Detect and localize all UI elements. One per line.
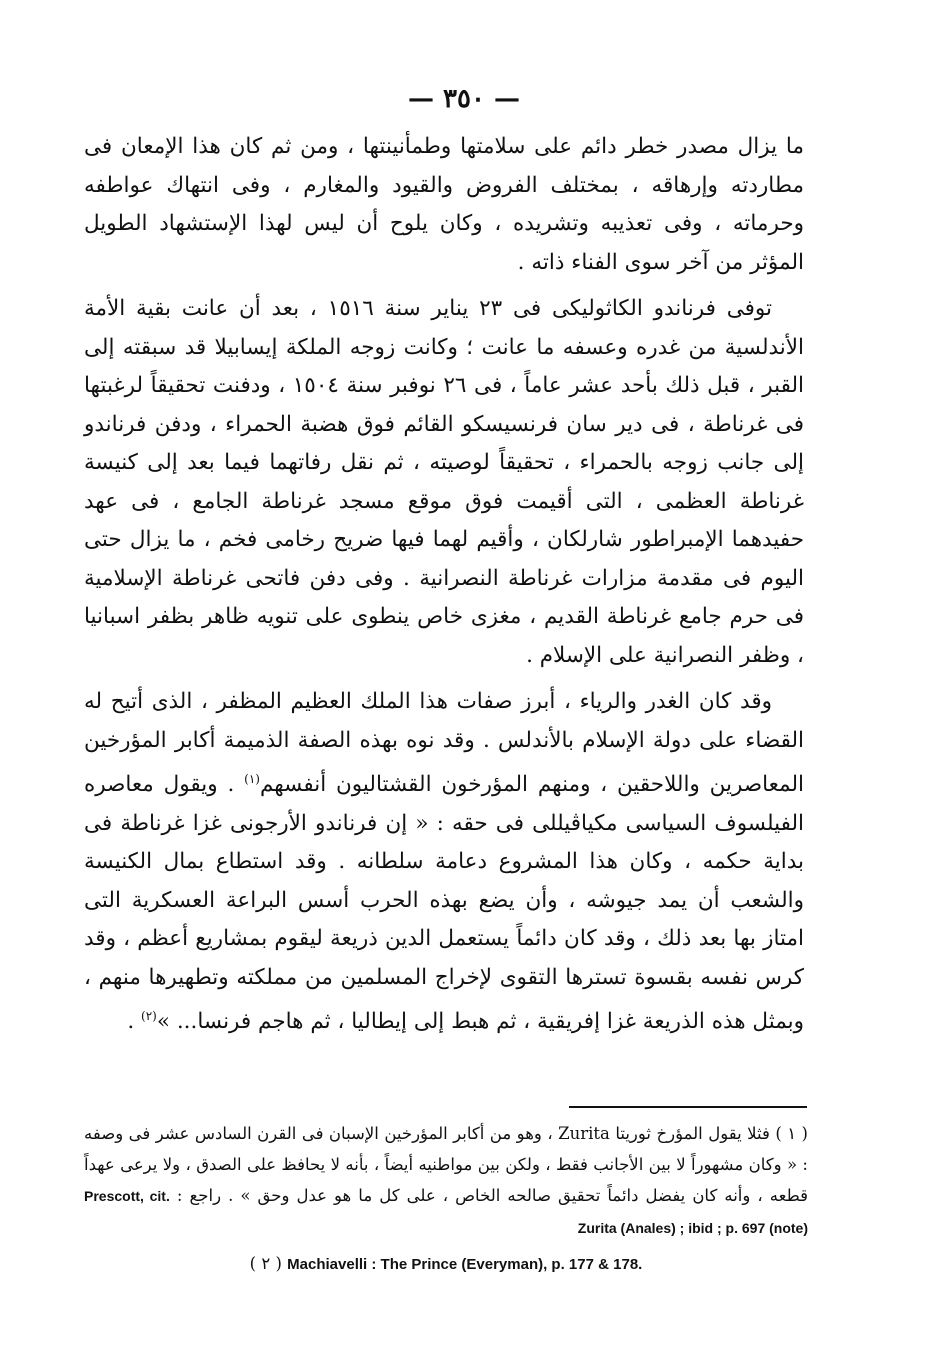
footnote-1-text: ( ١ ) فثلا يقول المؤرخ ثوريتا Zurita ، وهو من أكابر المؤرخين الإسبان فى القرن السادس عشر فى وصفه : « وكان مشهوراً لا بين الأجانب فقط ، ولكن بين مواطنيه أيضاً ، بأنه لا يحافظ على الصدق ، ولا يرعى عهداً قطعه ، وأنه كان يفضل دائماً تحقيق صالحه الخاص ، على كل ما هو عدل وحق » . راجع : <box>84 1124 809 1205</box>
footnote-2 <box>84 1248 808 1280</box>
footnote-divider <box>569 1106 807 1108</box>
footnote-ref-2[interactable]: (٢) <box>141 1009 157 1024</box>
page-number: — ٣٥٠ — <box>407 84 521 114</box>
footnote-2-number: ( ٢ ) <box>249 1254 282 1273</box>
paragraph-2: توفى فرناندو الكاثوليكى فى ٢٣ يناير سنة ١٥١٦ ، بعد أن عانت بقية الأمة الأندلسية من غدره وعسفه ما عانت ؛ وكانت زوجه الملكة إيسابيلا قد سبقته إلى القبر ، قبل ذلك بأحد عشر عاماً ، فى ٢٦ نوفبر سنة ١٥٠٤ ، ودفنت تحقيقاً لرغبتها فى غرناطة ، فى دير سان فرنسيسكو القائم فوق هضبة الحمراء ، ودفن فرناندو إلى جانب زوجه بالحمراء ، تحقيقاً لوصيته ، ثم نقل رفاتهما فيما بعد إلى كنيسة غرناطة العظمى ، التى أقيمت فوق موقع مسجد غرناطة الجامع ، فى عهد حفيدهما الإمبراطور شارلكان ، وأقيم لهما فيها ضريح رخامى فخم ، ما يزال حتى اليوم فى مقدمة مزارات غرناطة النصرانية . وفى دفن فاتحى غرناطة الإسلامية فى حرم جامع غرناطة القديم ، مغزى خاص ينطوى على تنويه ظاهر بظفر اسبانيا ، وظفر النصرانية على الإسلام . <box>84 296 805 668</box>
paragraph-3-text-b: . ويقول معاصره الفيلسوف السياسى مكياڤيللى فى حقه : « إن فرناندو الأرجونى غزا غرناطة فى بداية حكمه ، وكان هذا المشروع دعامة سلطانه . وقد استطاع بمال الكنيسة والشعب أن يمد جيوشه ، وأن يضع بهذه الحرب أسس البراعة العسكرية التى امتاز بها بعد ذلك ، وقد كان دائماً يستعمل الدين ذريعة ليقوم بمشاريع أعظم ، وقد كرس نفسه بقسوة تسترها التقوى لإخراج المسلمين من مملكته وتطهيرها منهم ، وبمثل هذه الذريعة غزا إفريقية ، ثم هبط إلى إيطاليا ، ثم هاجم فرنسا... » <box>84 772 804 1035</box>
footnote-1-citation: Prescott, cit. Zurita (Anales) ; ibid ; p. 697 (note) <box>84 1188 808 1236</box>
paragraph-1: ما يزال مصدر خطر دائم على سلامتها وطمأنينتها ، ومن ثم كان هذا الإمعان فى مطاردته وإرهاقه ، بمختلف الفروض والقيود والمغارم ، وفى انتهاك عواطفه وحرماته ، وفى تعذيبه وتشريده ، وكان يلوح أن ليس لهذا الإستشهاد الطويل المؤثر من آخر سوى الفناء ذاته . <box>84 134 804 275</box>
footnote-ref-1[interactable]: (١) <box>244 772 260 786</box>
footnote-1 <box>84 1118 808 1244</box>
paragraph-3-text-a: وقد كان الغدر والرياء ، أبرز صفات هذا الملك العظيم المظفر ، الذى أتيح له القضاء على دولة الإسلام بالأندلس . وقد نوه بهذه الصفة الذميمة أكابر المؤرخين المعاصرين واللاحقين ، ومنهم المؤرخون القشتاليون أنفسهم <box>84 689 804 798</box>
footnote-2-citation: Machiavelli : The Prince (Everyman), p. 177 & 178. <box>287 1256 643 1273</box>
main-text <box>84 128 804 1042</box>
paragraph-3-end: . <box>127 1009 142 1035</box>
footnotes <box>84 1118 808 1280</box>
paragraph-3 <box>84 683 804 1042</box>
